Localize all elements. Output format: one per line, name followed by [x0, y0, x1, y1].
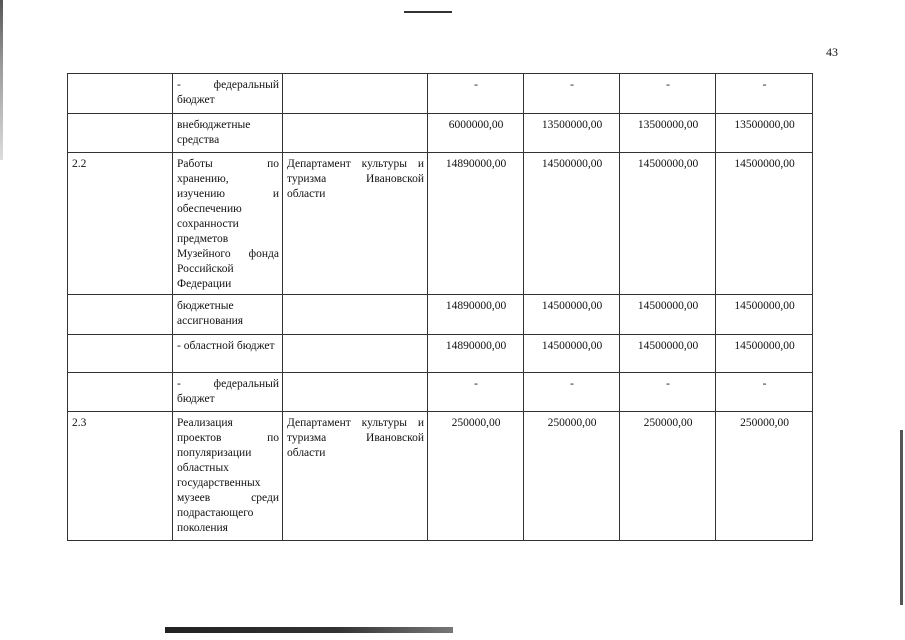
row-number-cell: [68, 373, 173, 412]
page-number: 43: [826, 45, 838, 59]
row-executor-cell: Департамент культуры и туризма Ивановской области: [283, 412, 428, 541]
row-name-cell: внебюджетные средства: [173, 114, 283, 153]
value-cell: 250000,00: [428, 412, 524, 541]
value-cell: 14500000,00: [716, 335, 813, 373]
table-row: [68, 153, 813, 295]
row-number-cell: [68, 74, 173, 114]
value-cell: 13500000,00: [716, 114, 813, 153]
value-cell: 14500000,00: [716, 295, 813, 335]
row-executor-cell: Департамент культуры и туризма Ивановской области: [283, 153, 428, 295]
value-cell: 14500000,00: [524, 335, 620, 373]
value-cell: -: [620, 373, 716, 412]
row-executor-cell: [283, 74, 428, 114]
row-executor-cell: [283, 295, 428, 335]
row-number-cell: [68, 335, 173, 373]
table-row: [68, 74, 813, 114]
table-row: [68, 412, 813, 541]
row-name-cell: - федеральный бюджет: [173, 373, 283, 412]
scan-artifact-right-edge: [900, 430, 903, 605]
scan-artifact-top-line: [404, 11, 452, 13]
table-row: [68, 295, 813, 335]
row-number-cell: 2.3: [68, 412, 173, 541]
budget-table: [67, 73, 813, 541]
row-executor-cell: [283, 335, 428, 373]
row-name-cell: - федеральный бюджет: [173, 74, 283, 114]
value-cell: -: [620, 74, 716, 114]
value-cell: 14500000,00: [620, 295, 716, 335]
value-cell: -: [716, 74, 813, 114]
value-cell: -: [524, 373, 620, 412]
row-name-cell: Реализация проектов по популяризации областных государственных музеев среди подрастающего поколения: [173, 412, 283, 541]
row-executor-cell: [283, 114, 428, 153]
value-cell: -: [428, 74, 524, 114]
value-cell: 14500000,00: [524, 153, 620, 295]
value-cell: 14500000,00: [716, 153, 813, 295]
value-cell: 13500000,00: [620, 114, 716, 153]
row-number-cell: 2.2: [68, 153, 173, 295]
row-name-cell: бюджетные ассигнования: [173, 295, 283, 335]
value-cell: 14890000,00: [428, 153, 524, 295]
table-row: [68, 335, 813, 373]
value-cell: 250000,00: [716, 412, 813, 541]
value-cell: 250000,00: [620, 412, 716, 541]
value-cell: 14890000,00: [428, 335, 524, 373]
row-name-cell: - областной бюджет: [173, 335, 283, 373]
value-cell: -: [524, 74, 620, 114]
value-cell: 250000,00: [524, 412, 620, 541]
scan-artifact-bottom-bar: [165, 627, 453, 633]
table-row: [68, 373, 813, 412]
value-cell: -: [428, 373, 524, 412]
row-number-cell: [68, 114, 173, 153]
scan-artifact-left-edge: [0, 0, 3, 160]
value-cell: -: [716, 373, 813, 412]
value-cell: 14890000,00: [428, 295, 524, 335]
row-name-cell: Работы по хранению, изучению и обеспечению сохранности предметов Музейного фонда Российской Федерации: [173, 153, 283, 295]
value-cell: 14500000,00: [620, 335, 716, 373]
row-number-cell: [68, 295, 173, 335]
value-cell: 6000000,00: [428, 114, 524, 153]
value-cell: 14500000,00: [524, 295, 620, 335]
table-row: [68, 114, 813, 153]
row-executor-cell: [283, 373, 428, 412]
value-cell: 13500000,00: [524, 114, 620, 153]
value-cell: 14500000,00: [620, 153, 716, 295]
